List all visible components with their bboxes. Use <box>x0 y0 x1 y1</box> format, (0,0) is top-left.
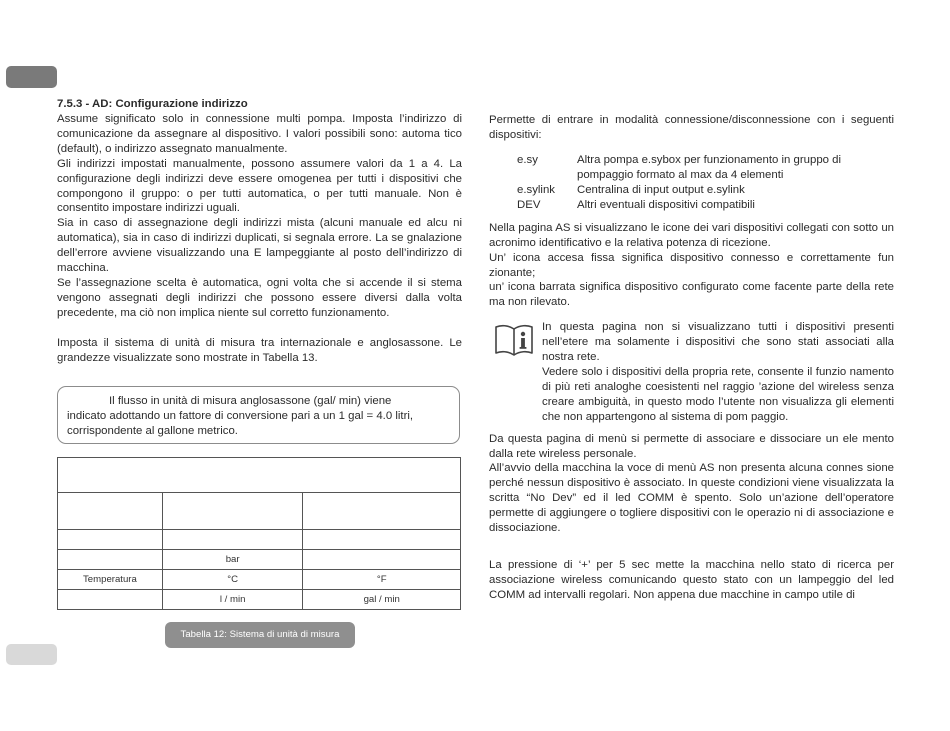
table-cell <box>303 550 461 570</box>
table-row <box>58 590 461 610</box>
paragraph: Permette di entrare in modalità connessione/disconnessione con i seguenti dispositivi: <box>489 114 894 141</box>
table-caption: Tabella 12: Sistema di unità di misura <box>165 622 355 648</box>
device-code: e.sy <box>517 153 538 166</box>
page-tab-marker <box>6 66 57 88</box>
paragraph: Sia in caso di assegnazione degli indirizzi mista (alcuni manuale ed alcu ni automatica), sia in caso di indirizzi duplicati, si segnala errore. La se gnalazione dell’errore avviene visualizzando una E lampeggiante al posto dell’indirizzo di macchina. <box>57 217 462 275</box>
page-number-tab <box>6 644 57 665</box>
device-item <box>517 153 894 183</box>
table-cell <box>162 530 303 550</box>
info-book-icon <box>494 323 534 357</box>
table-cell <box>58 550 163 570</box>
device-item <box>517 198 894 213</box>
note-text: indicato adottando un fattore di conversione pari a un 1 gal = 4.0 litri, corrispondente al gallone metrico. <box>67 410 414 437</box>
device-list <box>517 153 894 213</box>
table-cell: °C <box>162 570 303 590</box>
table-cell: °F <box>303 570 461 590</box>
table-row <box>58 550 461 570</box>
info-text: In questa pagina non si visualizzano tutti i dispositivi presenti nell’etere ma solamente i dispositivi che sono stati associati alla nostra rete. <box>542 321 894 364</box>
paragraph: Nella pagina AS si visualizzano le icone dei vari dispositivi collegati con sotto un acronimo identificativo e la relativa potenza di ricezione. <box>489 221 894 249</box>
table-header-cell <box>162 493 303 530</box>
table-cell <box>58 590 163 610</box>
paragraph: un’ icona barrata significa dispositivo configurato come facente parte della rete ma non rilevato. <box>489 281 894 309</box>
note-box <box>57 386 460 444</box>
device-description: Altra pompa e.sybox per funzionamento in gruppo di pompaggio formato al max da 4 elementi <box>577 153 842 181</box>
table-title-cell <box>58 458 461 493</box>
note-text-line1: Il flusso in unità di misura anglosassone (gal/ min) viene <box>109 395 392 407</box>
paragraph: Se l’assegnazione scelta è automatica, ogni volta che si accende il si stema vengono assegnati degli indirizzi che possono essere diversi dalla volta precedente, ma ciò non implica niente sul corretto funzionamento. <box>57 276 462 319</box>
section-title: 7.5.3 - AD: Configurazione indirizzo <box>57 98 248 110</box>
info-text: Vedere solo i dispositivi della propria rete, consente il funzio namento di più reti analoghe coesistenti nel raggio ’azione del wireless senza creare ambiguità, in questo modo l’utente non visualizza gli elementi che non appartengono al sistema di pom paggio. <box>542 365 894 423</box>
table-cell: l / min <box>162 590 303 610</box>
device-description: Altri eventuali dispositivi compatibili <box>577 198 755 211</box>
table-header-cell <box>58 493 163 530</box>
paragraph: Gli indirizzi impostati manualmente, possono assumere valori da 1 a 4. La configurazione degli indirizzi deve essere omogenea per tutti i dispositivi che compongono il gruppo: o per tutti automatica, o per tutti manuale. Non è consentito impostare indirizzi uguali. <box>57 157 462 215</box>
table-cell <box>303 530 461 550</box>
paragraph: All’avvio della macchina la voce di menù AS non presenta alcuna connes sione perché nessun dispositivo è associato. In queste condizioni viene visualizzata la scritta “No Dev” ed il led COMM è spento. Solo un’azione dell’operatore permette di aggiungere o togliere dispositivi con le operazio ni di associazione e dissociazione. <box>489 462 894 535</box>
table-cell <box>58 530 163 550</box>
table-row <box>58 530 461 550</box>
device-code: e.sylink <box>517 183 555 196</box>
device-item <box>517 183 894 198</box>
table-row <box>58 570 461 590</box>
paragraph: Da questa pagina di menù si permette di associare e dissociare un ele mento dalla rete wireless personale. <box>489 432 894 460</box>
paragraph: La pressione di ‘+’ per 5 sec mette la macchina nello stato di ricerca per associazione wireless comunicando questo stato con un lampeggio del led COMM ad intervalli regolari. Non appena due macchine in campo utile di <box>489 558 894 601</box>
device-description: Centralina di input output e.sylink <box>577 183 745 196</box>
right-column <box>489 113 894 603</box>
left-column <box>57 97 462 366</box>
paragraph: Assume significato solo in connessione multi pompa. Imposta l’indirizzo di comunicazione da assegnare al dispositivo. I valori possibili sono: automa tico (default), o indirizzo assegnato manualmente. <box>57 113 462 155</box>
paragraph: Un’ icona accesa fissa significa dispositivo connesso e correttamente fun zionante; <box>489 251 894 279</box>
table-cell: Temperatura <box>58 570 163 590</box>
table-cell: gal / min <box>303 590 461 610</box>
device-code: DEV <box>517 198 541 211</box>
info-note <box>489 320 894 424</box>
units-table <box>57 457 461 610</box>
table-cell: bar <box>162 550 303 570</box>
paragraph: Imposta il sistema di unità di misura tra internazionale e anglosassone. Le grandezze visualizzate sono mostrate in Tabella 13. <box>57 336 462 364</box>
table-header-cell <box>303 493 461 530</box>
